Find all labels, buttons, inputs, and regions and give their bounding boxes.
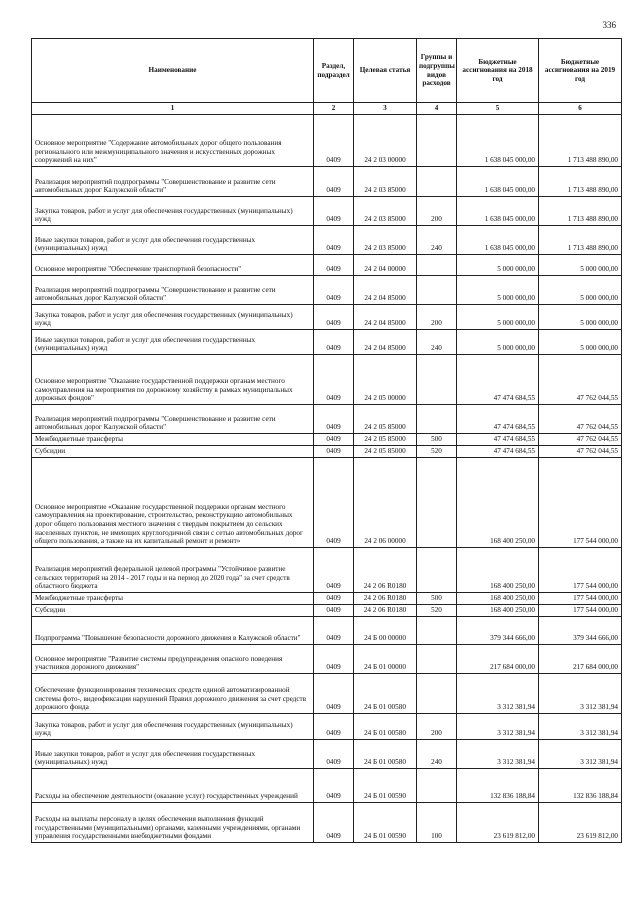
row-target: 24 Б 01 00580 xyxy=(354,714,417,740)
row-name: Субсидии xyxy=(32,605,314,617)
row-name: Закупка товаров, работ и услуг для обеспечения государственных (муниципальных) нужд xyxy=(32,305,314,330)
row-section: 0409 xyxy=(314,305,354,330)
row-amount-2018: 47 474 684,55 xyxy=(457,405,539,434)
table-row xyxy=(32,115,622,167)
row-group xyxy=(417,645,457,674)
row-target: 24 2 05 85000 xyxy=(354,434,417,446)
row-group: 200 xyxy=(417,305,457,330)
row-target: 24 Б 01 00590 xyxy=(354,769,417,803)
row-group: 520 xyxy=(417,605,457,617)
row-target: 24 2 04 85000 xyxy=(354,330,417,355)
row-amount-2019: 1 713 488 890,00 xyxy=(539,226,622,255)
row-name: Субсидии xyxy=(32,446,314,458)
table-row xyxy=(32,305,622,330)
row-group: 200 xyxy=(417,197,457,226)
row-name: Реализация мероприятий федеральной целевой программы "Устойчивое развитие сельских территорий на 2014 - 2017 годы и на период до 2020 года" за счет средств областного бюджета xyxy=(32,548,314,593)
row-group xyxy=(417,355,457,405)
row-target: 24 Б 01 00000 xyxy=(354,645,417,674)
row-name: Основное мероприятие "Развитие системы предупреждения опасного поведения участников дорожного движения" xyxy=(32,645,314,674)
budget-table xyxy=(31,38,622,843)
row-target: 24 2 03 85000 xyxy=(354,197,417,226)
row-amount-2019: 177 544 000,00 xyxy=(539,548,622,593)
row-group: 240 xyxy=(417,740,457,769)
row-target: 24 2 05 85000 xyxy=(354,405,417,434)
row-name: Основное мероприятие "Оказание государственной поддержки органам местного самоуправления на мероприятия по дорожному хозяйству в рамках муниципальных дорожных фондов" xyxy=(32,355,314,405)
row-section: 0409 xyxy=(314,330,354,355)
row-group xyxy=(417,405,457,434)
row-amount-2019: 5 000 000,00 xyxy=(539,276,622,305)
row-section: 0409 xyxy=(314,548,354,593)
row-group xyxy=(417,115,457,167)
row-section: 0409 xyxy=(314,355,354,405)
row-amount-2019: 3 312 381,94 xyxy=(539,714,622,740)
row-amount-2018: 217 684 000,00 xyxy=(457,645,539,674)
table-row xyxy=(32,548,622,593)
row-name: Закупка товаров, работ и услуг для обеспечения государственных (муниципальных) нужд xyxy=(32,714,314,740)
row-amount-2018: 47 474 684,55 xyxy=(457,355,539,405)
table-row xyxy=(32,255,622,276)
row-amount-2019: 47 762 044,55 xyxy=(539,355,622,405)
row-section: 0409 xyxy=(314,714,354,740)
row-amount-2019: 3 312 381,94 xyxy=(539,674,622,714)
row-amount-2019: 177 544 000,00 xyxy=(539,458,622,548)
row-group: 240 xyxy=(417,226,457,255)
row-target: 24 2 04 85000 xyxy=(354,276,417,305)
row-section: 0409 xyxy=(314,197,354,226)
row-name: Закупка товаров, работ и услуг для обеспечения государственных (муниципальных) нужд xyxy=(32,197,314,226)
row-group: 240 xyxy=(417,330,457,355)
header-2019: Бюджетные ассигнования на 2019 год xyxy=(539,39,622,103)
row-amount-2018: 23 619 812,00 xyxy=(457,803,539,843)
row-name: Реализация мероприятий подпрограммы "Совершенствование и развитие сети автомобильных дорог Калужской области" xyxy=(32,276,314,305)
row-target: 24 2 06 00000 xyxy=(354,458,417,548)
table-row xyxy=(32,674,622,714)
row-amount-2018: 1 638 045 000,00 xyxy=(457,226,539,255)
row-amount-2018: 5 000 000,00 xyxy=(457,255,539,276)
row-amount-2018: 3 312 381,94 xyxy=(457,714,539,740)
row-group xyxy=(417,458,457,548)
row-section: 0409 xyxy=(314,458,354,548)
row-amount-2019: 47 762 044,55 xyxy=(539,446,622,458)
row-amount-2018: 5 000 000,00 xyxy=(457,330,539,355)
row-group xyxy=(417,674,457,714)
row-amount-2019: 1 713 488 890,00 xyxy=(539,167,622,197)
row-amount-2018: 3 312 381,94 xyxy=(457,740,539,769)
row-amount-2018: 379 344 666,00 xyxy=(457,617,539,645)
row-amount-2019: 5 000 000,00 xyxy=(539,330,622,355)
table-row xyxy=(32,605,622,617)
row-amount-2019: 5 000 000,00 xyxy=(539,305,622,330)
header-number: 4 xyxy=(417,103,457,115)
row-name: Реализация мероприятий подпрограммы "Совершенствование и развитие сети автомобильных дорог Калужской области" xyxy=(32,167,314,197)
row-section: 0409 xyxy=(314,434,354,446)
row-target: 24 Б 00 00000 xyxy=(354,617,417,645)
row-group xyxy=(417,617,457,645)
row-section: 0409 xyxy=(314,276,354,305)
table-row xyxy=(32,740,622,769)
row-group: 200 xyxy=(417,714,457,740)
row-group: 500 xyxy=(417,593,457,605)
row-name: Межбюджетные трансферты xyxy=(32,593,314,605)
table-row xyxy=(32,330,622,355)
row-amount-2018: 132 836 188,84 xyxy=(457,769,539,803)
row-amount-2019: 217 684 000,00 xyxy=(539,645,622,674)
table-row xyxy=(32,617,622,645)
row-target: 24 2 06 R0180 xyxy=(354,605,417,617)
row-target: 24 2 03 85000 xyxy=(354,226,417,255)
row-amount-2019: 5 000 000,00 xyxy=(539,255,622,276)
table-row xyxy=(32,226,622,255)
row-section: 0409 xyxy=(314,593,354,605)
row-amount-2019: 177 544 000,00 xyxy=(539,593,622,605)
row-amount-2019: 132 836 188,84 xyxy=(539,769,622,803)
row-section: 0409 xyxy=(314,674,354,714)
header-number: 6 xyxy=(539,103,622,115)
row-name: Реализация мероприятий подпрограммы "Совершенствование и развитие сети автомобильных дорог Калужской области" xyxy=(32,405,314,434)
row-name: Иные закупки товаров, работ и услуг для обеспечения государственных (муниципальных) нужд xyxy=(32,740,314,769)
row-target: 24 Б 01 00580 xyxy=(354,740,417,769)
row-amount-2019: 1 713 488 890,00 xyxy=(539,197,622,226)
row-section: 0409 xyxy=(314,605,354,617)
row-group: 520 xyxy=(417,446,457,458)
row-amount-2018: 3 312 381,94 xyxy=(457,674,539,714)
header-row xyxy=(32,39,622,103)
table-row xyxy=(32,593,622,605)
row-amount-2018: 1 638 045 000,00 xyxy=(457,115,539,167)
row-name: Межбюджетные трансферты xyxy=(32,434,314,446)
header-number-row xyxy=(32,103,622,115)
table-row xyxy=(32,714,622,740)
row-group xyxy=(417,167,457,197)
table-row xyxy=(32,645,622,674)
table-row xyxy=(32,458,622,548)
row-group xyxy=(417,255,457,276)
header-number: 3 xyxy=(354,103,417,115)
row-name: Расходы на выплаты персоналу в целях обеспечения выполнения функций государственными (муниципальными) органами, казенными учреждениями, органами управления государственными внебюджетными фондами xyxy=(32,803,314,843)
row-target: 24 2 06 R0180 xyxy=(354,548,417,593)
header-section: Раздел, подраздел xyxy=(314,39,354,103)
row-group xyxy=(417,769,457,803)
page-number: 336 xyxy=(602,20,616,30)
row-target: 24 2 04 85000 xyxy=(354,305,417,330)
header-number: 1 xyxy=(32,103,314,115)
row-amount-2018: 168 400 250,00 xyxy=(457,548,539,593)
table-row xyxy=(32,434,622,446)
row-section: 0409 xyxy=(314,446,354,458)
row-target: 24 2 06 R0180 xyxy=(354,593,417,605)
row-amount-2018: 1 638 045 000,00 xyxy=(457,197,539,226)
row-section: 0409 xyxy=(314,645,354,674)
row-section: 0409 xyxy=(314,617,354,645)
row-name: Обеспечение функционирования технических средств единой автоматизированной системы фото-, видеофиксации нарушений Правил дорожного движения за счет средств дорожного фонда xyxy=(32,674,314,714)
row-section: 0409 xyxy=(314,115,354,167)
row-amount-2019: 47 762 044,55 xyxy=(539,405,622,434)
row-amount-2018: 47 474 684,55 xyxy=(457,446,539,458)
table-row xyxy=(32,276,622,305)
table-row xyxy=(32,446,622,458)
row-name: Основное мероприятие "Обеспечение транспортной безопасности" xyxy=(32,255,314,276)
row-amount-2018: 5 000 000,00 xyxy=(457,276,539,305)
header-number: 2 xyxy=(314,103,354,115)
row-amount-2019: 1 713 488 890,00 xyxy=(539,115,622,167)
row-section: 0409 xyxy=(314,167,354,197)
row-target: 24 2 03 00000 xyxy=(354,115,417,167)
row-group xyxy=(417,548,457,593)
row-group xyxy=(417,276,457,305)
row-amount-2018: 168 400 250,00 xyxy=(457,458,539,548)
table-row xyxy=(32,769,622,803)
header-2018: Бюджетные ассигнования на 2018 год xyxy=(457,39,539,103)
row-amount-2018: 1 638 045 000,00 xyxy=(457,167,539,197)
row-amount-2019: 47 762 044,55 xyxy=(539,434,622,446)
row-name: Иные закупки товаров, работ и услуг для обеспечения государственных (муниципальных) нужд xyxy=(32,226,314,255)
row-section: 0409 xyxy=(314,740,354,769)
row-name: Иные закупки товаров, работ и услуг для обеспечения государственных (муниципальных) нужд xyxy=(32,330,314,355)
row-name: Подпрограмма "Повышение безопасности дорожного движения в Калужской области" xyxy=(32,617,314,645)
table-row xyxy=(32,355,622,405)
row-target: 24 2 05 00000 xyxy=(354,355,417,405)
row-target: 24 Б 01 00590 xyxy=(354,803,417,843)
row-name: Основное мероприятие «Оказание государственной поддержки органам местного самоуправления на проектирование, строительство, реконструкцию автомобильных дорог общего пользования местного значения с твердым покрытием до сельских населенных пунктов, не имеющих круглогодичной связи с сетью автомобильных дорог общего пользования, а также на их капитальный ремонт и ремонт» xyxy=(32,458,314,548)
row-section: 0409 xyxy=(314,803,354,843)
table-row xyxy=(32,167,622,197)
row-target: 24 2 04 00000 xyxy=(354,255,417,276)
row-group: 500 xyxy=(417,434,457,446)
row-group: 100 xyxy=(417,803,457,843)
header-groups: Группы и подгруппы видов расходов xyxy=(417,39,457,103)
row-section: 0409 xyxy=(314,405,354,434)
row-target: 24 Б 01 00580 xyxy=(354,674,417,714)
header-name: Наименование xyxy=(32,39,314,103)
header-number: 5 xyxy=(457,103,539,115)
row-target: 24 2 05 85000 xyxy=(354,446,417,458)
row-amount-2019: 177 544 000,00 xyxy=(539,605,622,617)
row-amount-2019: 379 344 666,00 xyxy=(539,617,622,645)
table-row xyxy=(32,197,622,226)
table-row xyxy=(32,803,622,843)
row-amount-2018: 168 400 250,00 xyxy=(457,593,539,605)
table-row xyxy=(32,405,622,434)
row-name: Основное мероприятие "Содержание автомобильных дорог общего пользования регионального или межмуниципального значения и искусственных дорожных сооружений на них" xyxy=(32,115,314,167)
row-section: 0409 xyxy=(314,226,354,255)
row-amount-2019: 3 312 381,94 xyxy=(539,740,622,769)
row-amount-2019: 23 619 812,00 xyxy=(539,803,622,843)
header-target: Целевая статья xyxy=(354,39,417,103)
row-name: Расходы на обеспечение деятельности (оказание услуг) государственных учреждений xyxy=(32,769,314,803)
row-target: 24 2 03 85000 xyxy=(354,167,417,197)
row-section: 0409 xyxy=(314,255,354,276)
row-amount-2018: 168 400 250,00 xyxy=(457,605,539,617)
row-amount-2018: 47 474 684,55 xyxy=(457,434,539,446)
row-amount-2018: 5 000 000,00 xyxy=(457,305,539,330)
row-section: 0409 xyxy=(314,769,354,803)
